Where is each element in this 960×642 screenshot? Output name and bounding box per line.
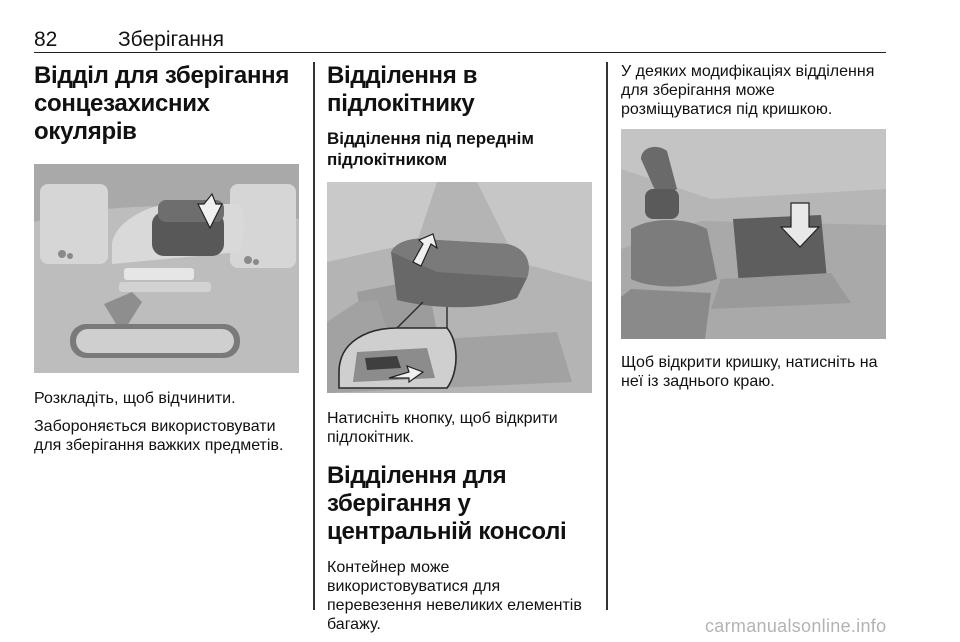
paragraph: Натисніть кнопку, щоб відкрити підлокітник. [327,410,558,446]
page-header [34,26,886,53]
center-console-cover-illustration [621,129,886,339]
section-title: Відділення для зберігання у центральній консолі [327,462,567,545]
front-armrest-illustration [327,182,592,393]
page-number: 82 [34,28,58,51]
column-armrest [327,62,592,634]
column-divider [606,62,608,610]
paragraph: У деяких модифікаціях відділення для зберігання може розміщуватися під кришкою. [621,63,875,118]
subsection-title: Відділення під переднім підлокітником [327,129,534,169]
paragraph: Розкладіть, щоб відчинити. [34,390,236,407]
paragraph: Контейнер може використовуватися для перевезення невеликих елементів багажу. [327,559,582,633]
paragraph: Щоб відкрити кришку, натисніть на неї із заднього краю. [621,354,878,390]
watermark: carmanualsonline.info [705,616,887,636]
paragraph: Забороняється використовувати для зберігання важких предметів. [34,418,284,454]
column-console [621,62,886,391]
column-divider [313,62,315,610]
section-title: Відділення в підлокітнику [327,62,478,117]
sunglasses-compartment-illustration [34,164,299,373]
section-title: Відділ для зберігання сонцезахисних окулярів [34,62,290,145]
running-title: Зберігання [118,28,224,51]
column-sunglasses [34,62,299,455]
